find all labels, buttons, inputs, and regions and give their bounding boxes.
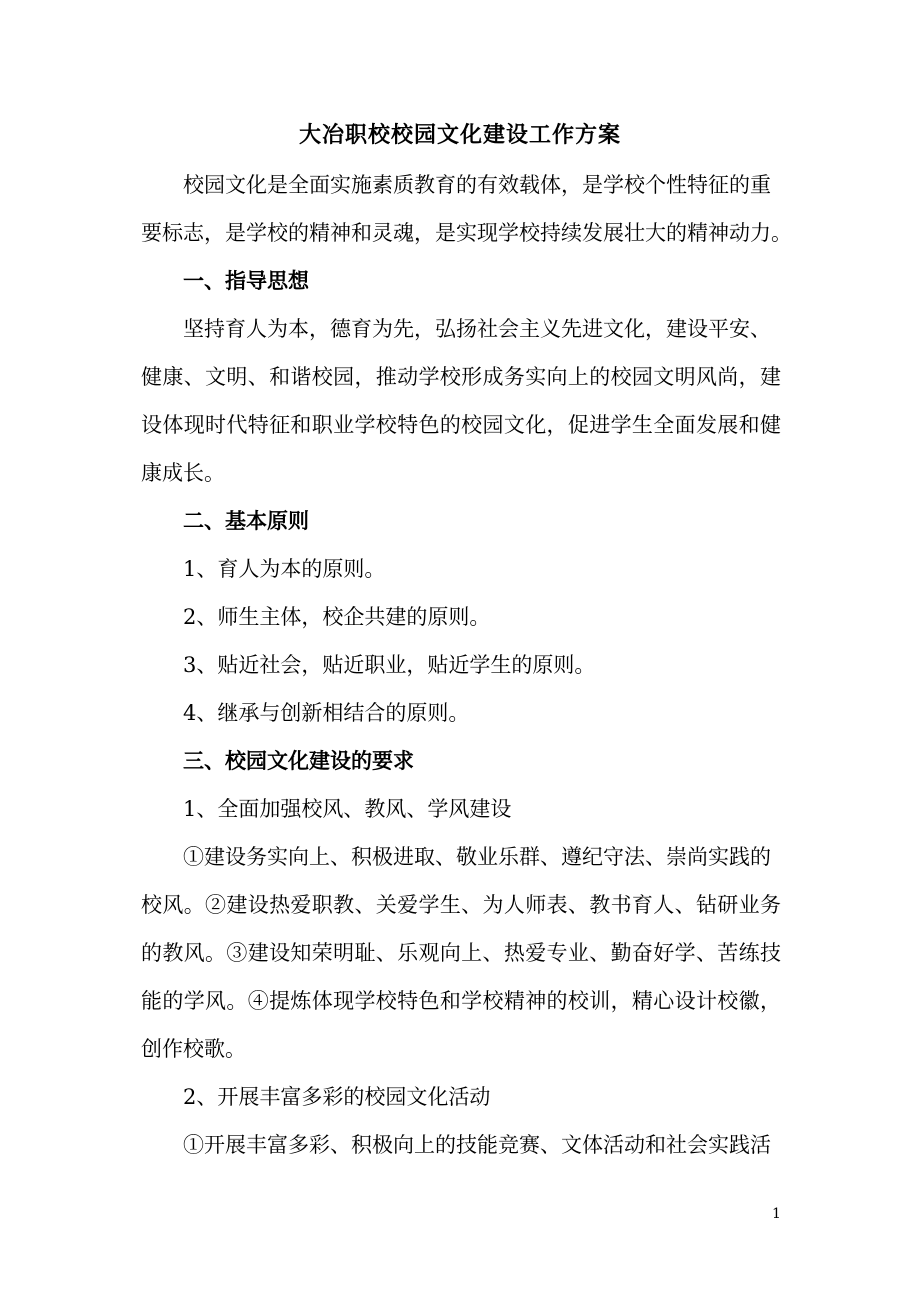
list-item: 4、继承与创新相结合的原则。 [183,701,470,725]
paragraph-line: 创作校歌。 [141,1037,246,1061]
list-item: 3、贴近社会，贴近职业，贴近学生的原则。 [183,653,596,677]
paragraph-line: 要标志，是学校的精神和灵魂，是实现学校持续发展壮大的精神动力。 [141,221,792,245]
paragraph-line: 坚持育人为本，德育为先，弘扬社会主义先进文化，建设平安、 [183,317,771,341]
subsection-heading: 1、全面加强校风、教风、学风建设 [183,797,512,821]
section-heading: 二、基本原则 [183,508,309,533]
section-heading: 三、校园文化建设的要求 [183,748,414,773]
paragraph-line: 康成长。 [141,461,225,485]
document-title: 大冶职校校园文化建设工作方案 [298,122,621,148]
paragraph-line: 健康、文明、和谐校园，推动学校形成务实向上的校园文明风尚，建 [141,365,781,389]
paragraph-line: 校园文化是全面实施素质教育的有效载体，是学校个性特征的重 [183,173,771,197]
list-item: 2、师生主体，校企共建的原则。 [183,605,491,629]
page-number: 1 [772,1206,781,1222]
paragraph-line: 校风。②建设热爱职教、关爱学生、为人师表、教书育人、钻研业务 [141,893,781,917]
list-item: 1、育人为本的原则。 [183,557,386,581]
paragraph-line: ①建设务实向上、积极进取、敬业乐群、遵纪守法、崇尚实践的 [183,845,771,869]
paragraph-line: ①开展丰富多彩、积极向上的技能竞赛、文体活动和社会实践活 [183,1133,771,1157]
subsection-heading: 2、开展丰富多彩的校园文化活动 [183,1085,491,1109]
paragraph-line: 能的学风。④提炼体现学校特色和学校精神的校训，精心设计校徽， [141,989,781,1013]
paragraph-line: 设体现时代特征和职业学校特色的校园文化，促进学生全面发展和健 [141,413,781,437]
section-heading: 一、指导思想 [183,268,309,293]
paragraph-line: 的教风。③建设知荣明耻、乐观向上、热爱专业、勤奋好学、苦练技 [141,941,781,965]
